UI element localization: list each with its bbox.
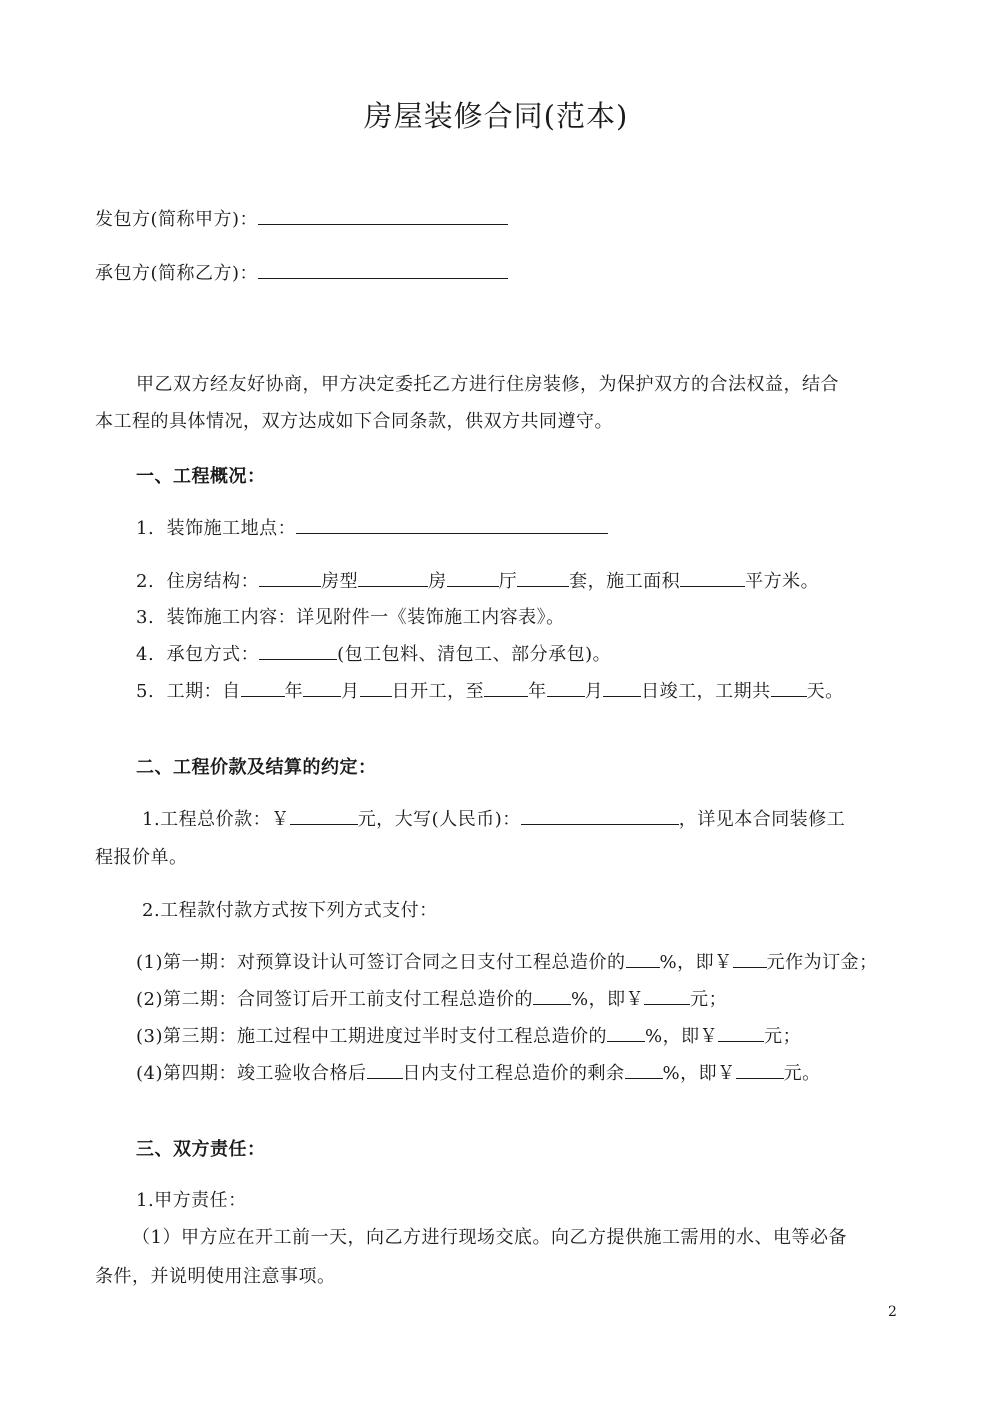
- s1-text: 天。: [806, 681, 844, 702]
- layout-blank[interactable]: [259, 570, 321, 587]
- s1-item-5-num: 5.: [136, 681, 155, 702]
- end-year-blank[interactable]: [484, 680, 528, 697]
- s2-text: (4)第四期：竣工验收合格后: [136, 1063, 367, 1084]
- page-number: 2: [888, 1304, 897, 1320]
- party-a-label: 发包方(简称甲方)：: [95, 209, 259, 230]
- section-1-heading: 一、工程概况：: [136, 466, 266, 487]
- s1-text: 套，施工面积: [569, 571, 681, 592]
- s2-text: 元，大写(人民币)：: [357, 809, 521, 830]
- s1-item-3-num: 3.: [136, 607, 155, 628]
- s1-text: 工期：自: [166, 681, 241, 702]
- phase-4-percent-blank[interactable]: [625, 1062, 663, 1079]
- start-month-blank[interactable]: [303, 680, 341, 697]
- s1-item-4-label: 承包方式：: [166, 644, 260, 665]
- total-days-blank[interactable]: [771, 680, 807, 697]
- phase-4-amount-blank[interactable]: [736, 1062, 784, 1079]
- party-b-line: [95, 262, 508, 286]
- s1-item-4-options: (包工包料、清包工、部分承包)。: [337, 644, 612, 665]
- s2-text: (3)第三期：施工过程中工期进度过半时支付工程总造价的: [136, 1026, 607, 1047]
- s1-item-4-num: 4.: [136, 644, 155, 665]
- s2-text: ，详见本合同装修工: [678, 809, 846, 830]
- start-day-blank[interactable]: [360, 680, 392, 697]
- s2-text: 元；: [690, 989, 728, 1010]
- party-a-duties-heading: 1.甲方责任：: [136, 1190, 247, 1211]
- rooms-blank[interactable]: [358, 570, 428, 587]
- party-a-line: [95, 208, 508, 232]
- duty-1-line-1: （1）甲方应在开工前一天，向乙方进行现场交底。向乙方提供施工需用的水、电等必备: [132, 1227, 847, 1248]
- s1-item-2-label: 住房结构：: [166, 571, 260, 592]
- s2-text: %，即￥: [659, 952, 733, 973]
- end-month-blank[interactable]: [547, 680, 585, 697]
- phase-1-amount-blank[interactable]: [733, 951, 767, 968]
- s1-item-1-label: 装饰施工地点：: [166, 518, 297, 539]
- s1-item-5: [136, 680, 844, 704]
- phase-2-percent-blank[interactable]: [533, 988, 571, 1005]
- s1-item-2: [136, 570, 819, 594]
- payment-phase-2: [136, 988, 727, 1012]
- s2-price-line-2: 程报价单。: [95, 847, 188, 868]
- phase-3-percent-blank[interactable]: [607, 1025, 645, 1042]
- party-a-blank[interactable]: [258, 208, 508, 225]
- s2-text: %，即￥: [645, 1026, 719, 1047]
- end-day-blank[interactable]: [603, 680, 641, 697]
- s1-text: 日竣工，工期共: [641, 681, 771, 702]
- payment-phase-4: [136, 1062, 821, 1086]
- s2-text: (2)第二期：合同签订后开工前支付工程总造价的: [136, 989, 533, 1010]
- site-address-blank[interactable]: [296, 517, 608, 534]
- start-year-blank[interactable]: [241, 680, 285, 697]
- phase-3-amount-blank[interactable]: [718, 1025, 764, 1042]
- s1-item-1-num: 1.: [136, 518, 155, 539]
- s2-text: (1)第一期：对预算设计认可签订合同之日支付工程总造价的: [136, 952, 626, 973]
- s1-text: 月: [341, 681, 360, 702]
- document-title: 房屋装修合同(范本): [363, 99, 629, 133]
- s2-text: 元；: [764, 1026, 802, 1047]
- payment-phase-1: [136, 951, 878, 975]
- section-2-heading: 二、工程价款及结算的约定：: [136, 757, 377, 778]
- party-b-label: 承包方(简称乙方)：: [95, 263, 259, 284]
- s1-text: 月: [584, 681, 604, 702]
- phase-1-percent-blank[interactable]: [626, 951, 660, 968]
- party-b-blank[interactable]: [258, 262, 508, 279]
- duty-1-line-2: 条件，并说明使用注意事项。: [95, 1266, 336, 1287]
- halls-blank[interactable]: [447, 570, 499, 587]
- s2-text: 元。: [783, 1063, 821, 1084]
- s1-text: 平方米。: [745, 571, 820, 592]
- s1-text: 年: [284, 681, 304, 702]
- s2-text: %，即￥: [662, 1063, 736, 1084]
- phase-4-days-blank[interactable]: [367, 1062, 403, 1079]
- s2-text: 日内支付工程总造价的剩余: [402, 1063, 625, 1084]
- s2-text: 1.工程总价款：￥: [142, 809, 290, 830]
- s1-item-1: [136, 517, 608, 541]
- s1-item-3: [136, 606, 565, 630]
- s1-text: 房型: [321, 571, 359, 592]
- s2-text: %，即￥: [571, 989, 645, 1010]
- s1-text: 厅: [498, 571, 518, 592]
- s1-text: 日开工，至: [391, 681, 485, 702]
- s2-payment-intro: 2.工程款付款方式按下列方式支付：: [142, 900, 438, 921]
- s2-text: 元作为订金；: [766, 952, 878, 973]
- intro-line-1: 甲乙双方经友好协商，甲方决定委托乙方进行住房装修，为保护双方的合法权益，结合: [136, 374, 839, 395]
- units-blank[interactable]: [517, 570, 569, 587]
- s1-item-2-num: 2.: [136, 571, 155, 592]
- intro-line-2: 本工程的具体情况，双方达成如下合同条款，供双方共同遵守。: [95, 411, 613, 432]
- phase-2-amount-blank[interactable]: [644, 988, 690, 1005]
- price-in-words-blank[interactable]: [521, 808, 679, 825]
- s1-text: 年: [528, 681, 547, 702]
- contract-method-blank[interactable]: [259, 643, 337, 660]
- s1-item-3-text: 装饰施工内容：详见附件一《装饰施工内容表》。: [166, 607, 565, 628]
- s1-item-4: [136, 643, 611, 667]
- total-price-blank[interactable]: [290, 808, 358, 825]
- section-3-heading: 三、双方责任：: [136, 1139, 266, 1160]
- area-blank[interactable]: [680, 570, 745, 587]
- s2-price-line: [142, 808, 845, 832]
- s1-text: 房: [428, 571, 447, 592]
- payment-phase-3: [136, 1025, 801, 1049]
